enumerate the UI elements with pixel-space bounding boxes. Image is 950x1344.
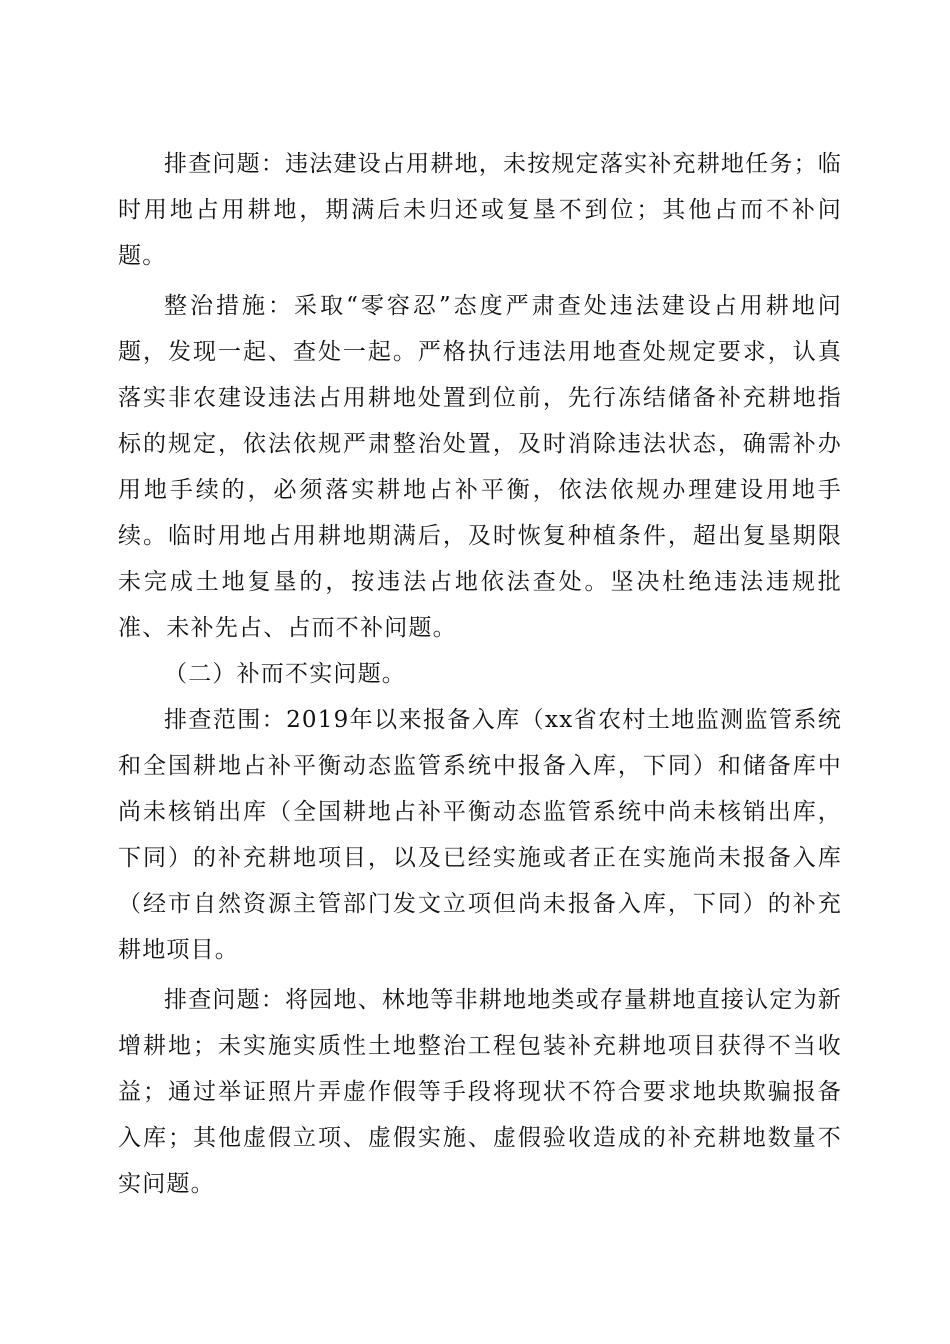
paragraph-scope: 排查范围：2019年以来报备入库（xx省农村土地监测监管系统和全国耕地占补平衡动态监管系统中报备入库，下同）和储备库中尚未核销出库（全国耕地占补平衡动态监管系统中尚未核销出库，下同）的补充耕地项目，以及已经实施或者正在实施尚未报备入库（经市自然资源主管部门发文立项但尚未报备入库，下同）的补充耕地项目。: [118, 707, 842, 963]
paragraph-problems-1: 排查问题：违法建设占用耕地，未按规定落实补充耕地任务；临时用地占用耕地，期满后未归还或复垦不到位；其他占而不补问题。: [118, 151, 842, 269]
section-heading-2: （二）补而不实问题。: [164, 661, 406, 687]
document-body: [118, 141, 842, 1207]
paragraph-problems-2: 排查问题：将园地、林地等非耕地地类或存量耕地直接认定为新增耕地；未实施实质性土地整治工程包装补充耕地项目获得不当收益；通过举证照片弄虚作假等手段将现状不符合要求地块欺骗报备入库；其他虚假立项、虚假实施、虚假验收造成的补充耕地数量不实问题。: [118, 987, 842, 1197]
paragraph-measures: 整治措施：采取“零容忍”态度严肃查处违法建设占用耕地问题，发现一起、查处一起。严格执行违法用地查处规定要求，认真落实非农建设违法占用耕地处置到位前，先行冻结储备补充耕地指标的规定，依法依规严肃整治处置，及时消除违法状态，确需补办用地手续的，必须落实耕地占补平衡，依法依规办理建设用地手续。临时用地占用耕地期满后，及时恢复种植条件，超出复垦期限未完成土地复垦的，按违法占地依法查处。坚决杜绝违法违规批准、未补先占、占而不补问题。: [118, 293, 842, 641]
